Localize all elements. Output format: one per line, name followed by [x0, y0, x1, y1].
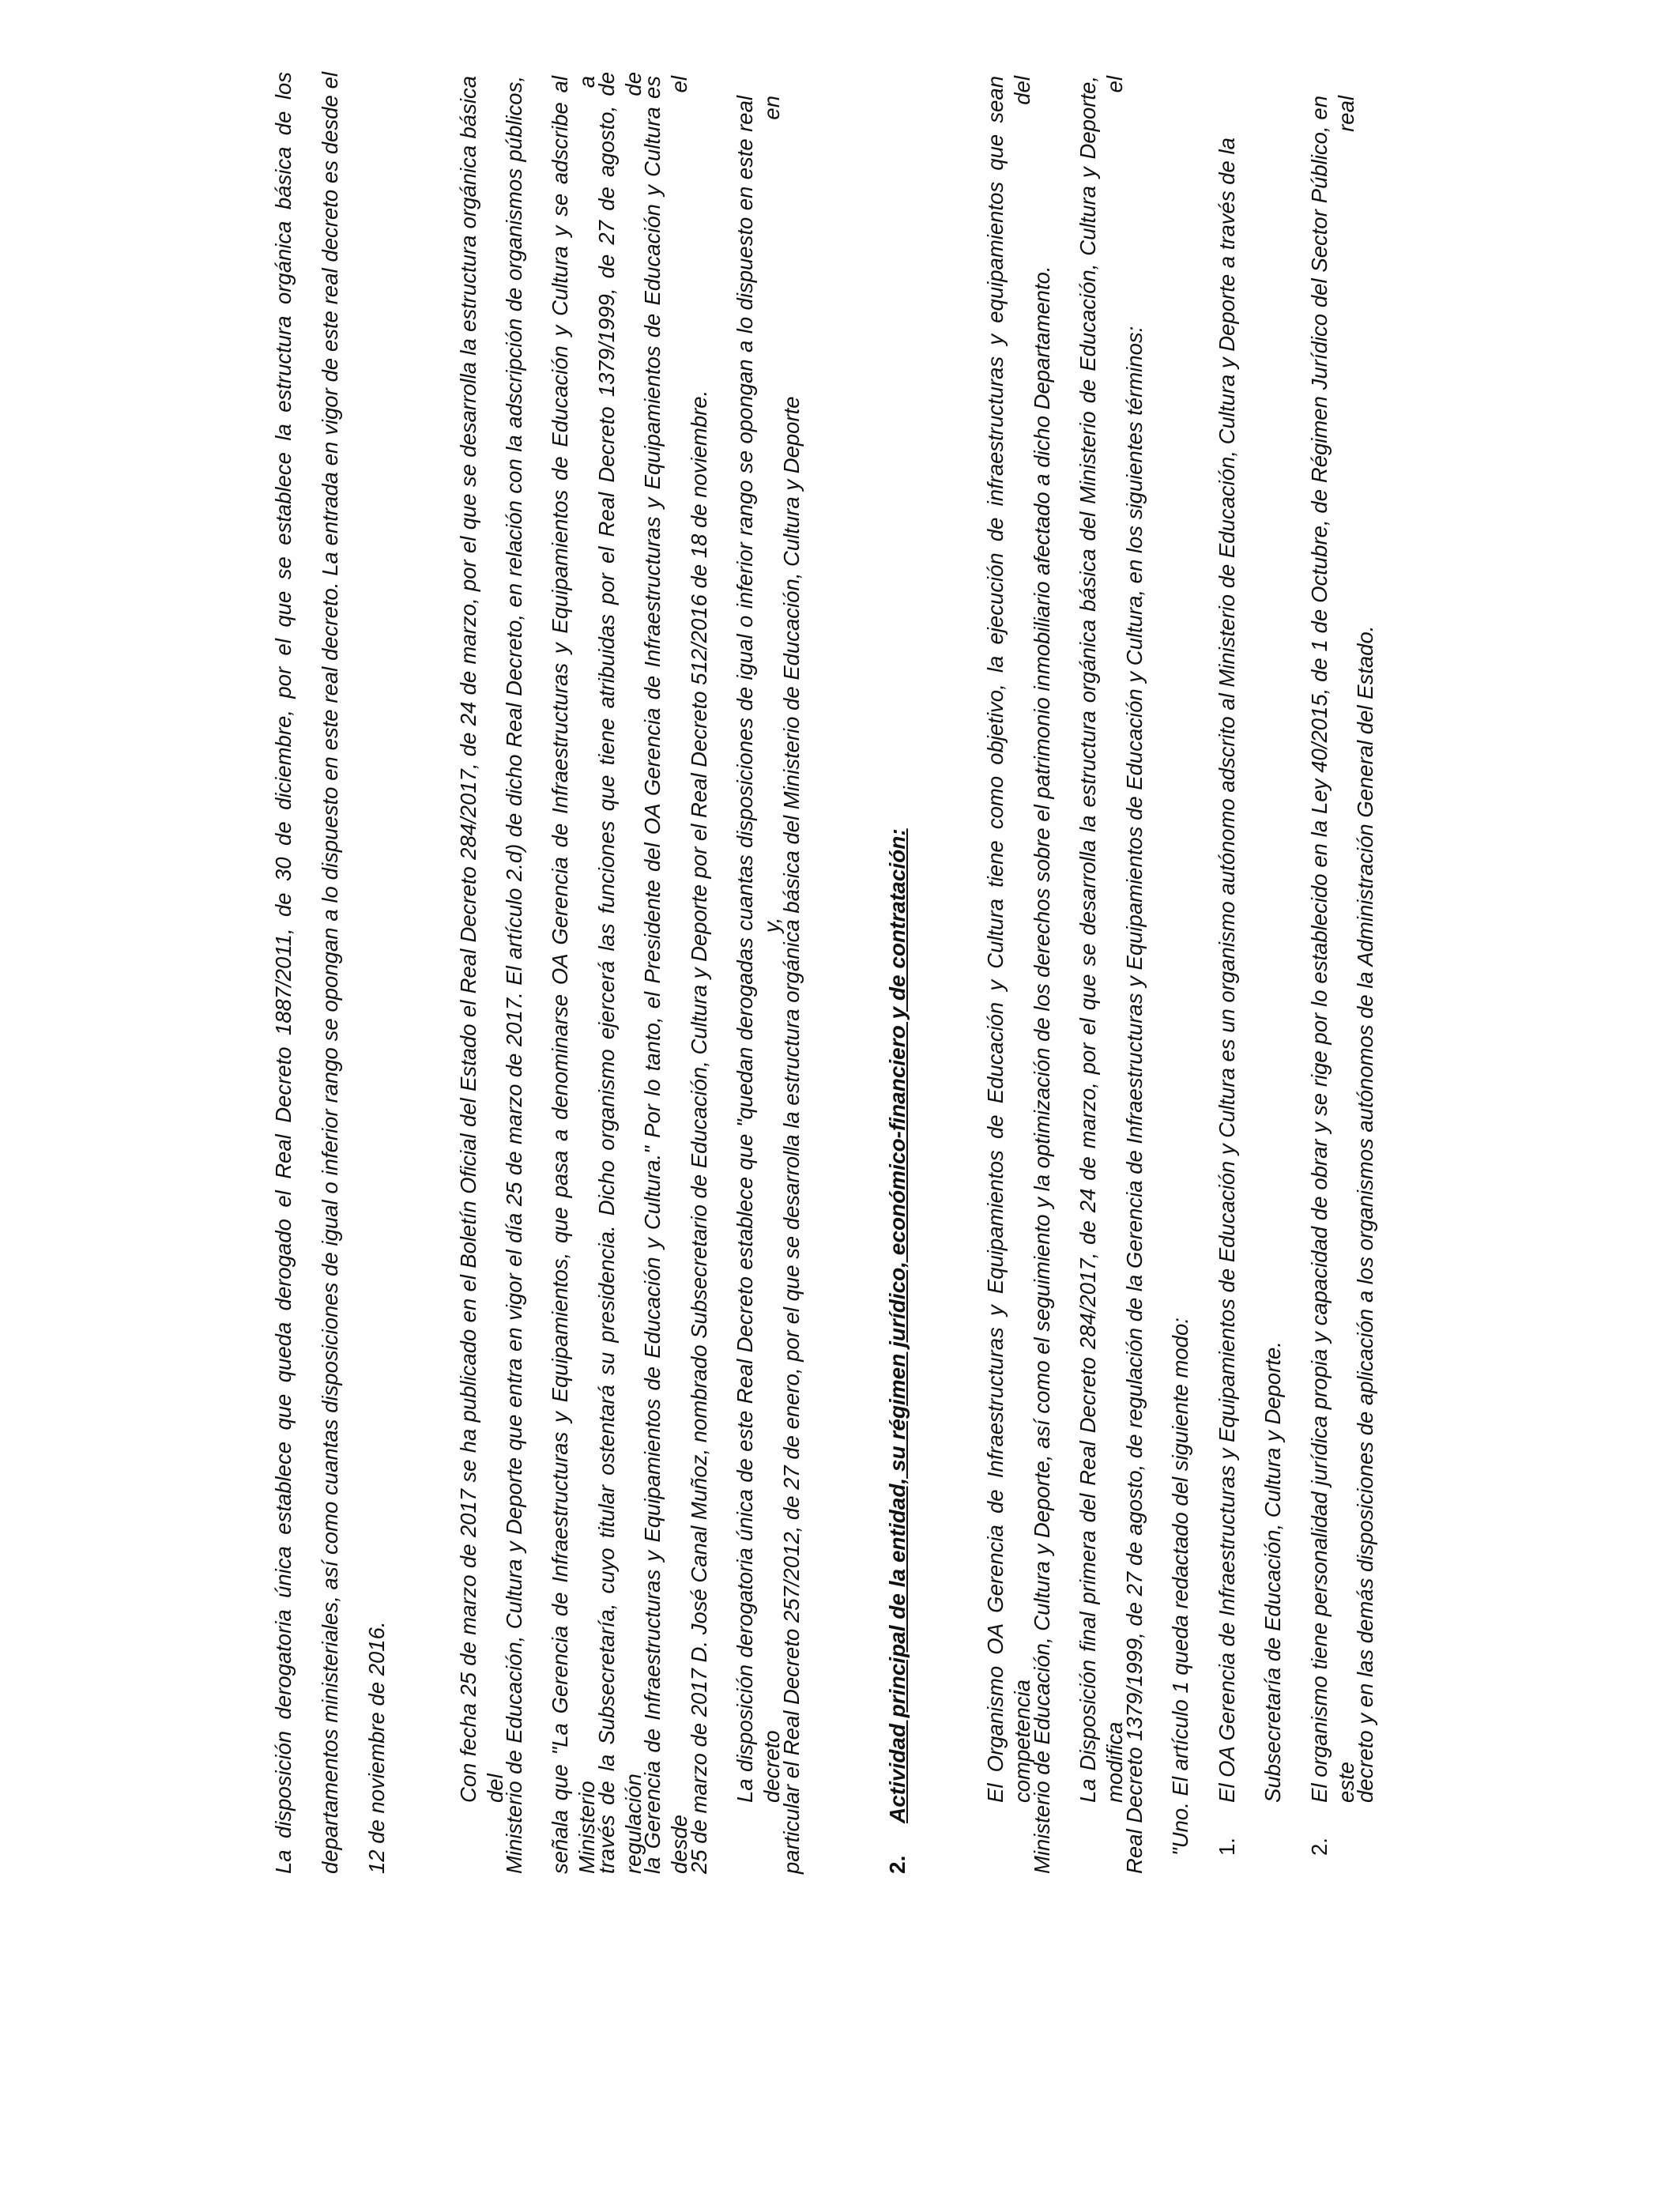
section-title: Actividad principal de la entidad, su régimen jurídico, económico-financiero y de contratación:: [885, 828, 910, 1823]
item-1-line-1: El OA Gerencia de Infraestructuras y Equipamientos de Educación y Cultura es un organismo autónomo adscrito al Ministerio de Educación, Cultura y Deporte a través de la: [1215, 138, 1239, 1803]
item-2-line-1: El organismo tiene personalidad jurídica propia y capacidad de obrar y se rige por lo establecido en la Ley 40/2015, de 1 de Octubre, de Régimen Jurídico del Sector Público, en este real: [1307, 96, 1358, 1803]
section-number: 2.: [885, 1855, 910, 1874]
p3-line-1: La disposición derogatoria única de este Real Decreto establece que "quedan derogadas cuantas disposiciones de igual o inferior rango se opongan a lo dispuesto en este real decreto y, en: [733, 96, 784, 1803]
p2-line-3: señala que "La Gerencia de Infraestructuras y Equipamientos, que pasa a denominarse OA Gerencia de Infraestructuras y Equipamientos de Educación y Cultura y se adscribe al Ministerio a: [548, 76, 599, 1874]
p2-line-1: Con fecha 25 de marzo de 2017 se ha publicado en el Boletín Oficial del Estado el Real Decreto 284/2017, de 24 de marzo, por el que se desarrolla la estructura orgánica básica del: [456, 76, 507, 1803]
item-2-line-2: decreto y en las demás disposiciones de aplicación a los organismos autónomos de la Administración General del Estado.: [1353, 625, 1377, 1803]
p4-line-1: El Organismo OA Gerencia de Infraestructuras y Equipamientos de Educación y Cultura tiene como objetivo, la ejecución de infraestructuras y equipamientos que sean competencia del: [983, 76, 1034, 1803]
item-2-number: 2.: [1307, 1838, 1332, 1856]
p5-line-1: La Disposición final primera del Real Decreto 284/2017, de 24 de marzo, por el que se desarrolla la estructura orgánica básica del Ministerio de Educación, Cultura y Deporte, modifica el: [1075, 76, 1127, 1803]
p5-line-3: "Uno. El artículo 1 queda redactado del siguiente modo:: [1168, 1318, 1192, 1856]
item-1-line-2: Subsecretaría de Educación, Cultura y Deporte.: [1260, 1341, 1285, 1803]
p1-line-3: 12 de noviembre de 2016.: [364, 1621, 389, 1874]
p3-line-2: particular el Real Decreto 257/2012, de 27 de enero, por el que se desarrolla la estructura orgánica básica del Ministerio de Educación, Cultura y Deporte: [779, 396, 804, 1874]
p1-line-1: La disposición derogatoria única establece que queda derogado el Real Decreto 1887/2011, de 30 de diciembre, por el que se establece la estructura orgánica básica de los: [271, 72, 296, 1874]
p4-line-2: Ministerio de Educación, Cultura y Deporte, así como el seguimiento y la optimización de los derechos sobre el patrimonio inmobiliario afectado a dicho Departamento.: [1030, 266, 1054, 1874]
p2-line-6: 25 de marzo de 2017 D. José Canal Muñoz, nombrado Subsecretario de Educación, Cultura y Deporte por el Real Decreto 512/2016 de 18 de noviembre.: [687, 390, 711, 1874]
p2-line-2: Ministerio de Educación, Cultura y Deporte que entra en vigor el día 25 de marzo de 2017. El artículo 2.d) de dicho Real Decreto, en relación con la adscripción de organismos públicos,: [502, 76, 526, 1874]
p2-line-5: la Gerencia de Infraestructuras y Equipamientos de Educación y Cultura." Por lo tanto, el Presidente del OA Gerencia de Infraestructuras y Equipamientos de Educación y Cultura es desde el: [640, 76, 691, 1874]
section-heading: [884, 828, 911, 1874]
p5-line-2: Real Decreto 1379/1999, de 27 de agosto, de regulación de la Gerencia de Infraestructuras y Equipamientos de Educación y Cultura, en los siguientes términos:: [1122, 326, 1147, 1874]
item-1-number: 1.: [1215, 1838, 1239, 1856]
p2-line-4: través de la Subsecretaría, cuyo titular ostentará su presidencia. Dicho organismo ejercerá las funciones que tiene atribuidas por el Real Decreto 1379/1999, de 27 de agosto, de regulación de: [594, 72, 646, 1874]
p1-line-2: departamentos ministeriales, así como cuantas disposiciones de igual o inferior rango se opongan a lo dispuesto en este real decreto. La entrada en vigor de este real decreto es desde el: [318, 72, 342, 1874]
